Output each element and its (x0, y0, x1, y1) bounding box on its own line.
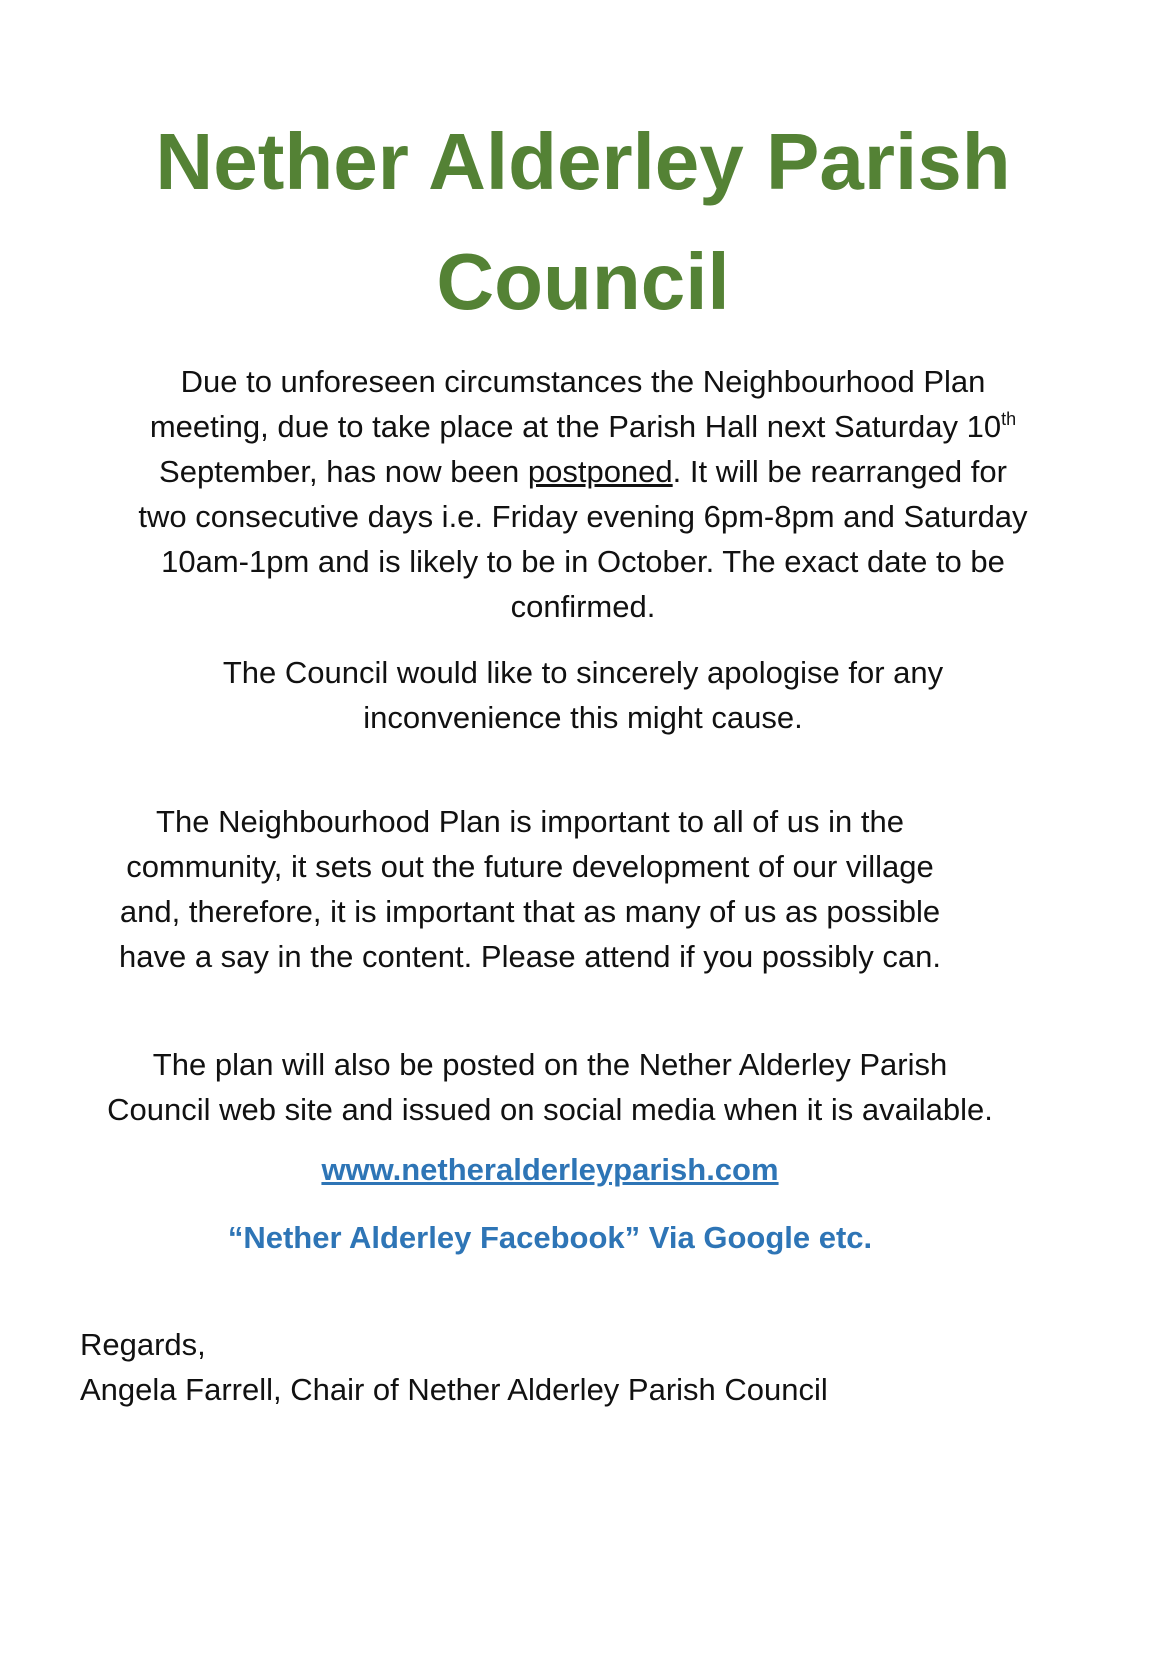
para1-line-3 (0, 452, 1166, 492)
para2-line-1: The Council would like to sincerely apologise for any (222, 655, 944, 690)
facebook-reference: “Nether Alderley Facebook” Via Google etc. (227, 1220, 873, 1255)
para4-line-1: The plan will also be posted on the Nether Alderley Parish (152, 1047, 948, 1082)
para1-line-3-after: . It will be rearranged for (672, 454, 1007, 489)
para3-line-4: have a say in the content. Please attend if you possibly can. (118, 939, 941, 974)
regards-text: Regards, (80, 1327, 206, 1362)
para1-line-2-text: meeting, due to take place at the Parish Hall next Saturday 10 (149, 409, 1002, 444)
para1-line-5: 10am-1pm and is likely to be in October. The exact date to be (161, 544, 1005, 579)
para1-line-4: two consecutive days i.e. Friday evening 6pm-8pm and Saturday (138, 499, 1028, 534)
postponed-emphasis: postponed (527, 454, 673, 489)
para3-line-2: community, it sets out the future development of our village (126, 849, 934, 884)
para1-line-3-before: September, has now been (159, 454, 528, 489)
website-link[interactable]: www.netheralderleyparish.com (321, 1152, 779, 1187)
para1-line-6: confirmed. (510, 589, 656, 624)
para1-line-1: Due to unforeseen circumstances the Neighbourhood Plan (180, 364, 986, 399)
title-line-1: Nether Alderley Parish (155, 117, 1011, 206)
website-link-line (0, 1150, 1100, 1190)
signature-text: Angela Farrell, Chair of Nether Alderley Parish Council (80, 1372, 828, 1407)
para3-line-3: and, therefore, it is important that as many of us as possible (119, 894, 941, 929)
para4-line-2: Council web site and issued on social media when it is available. (107, 1092, 993, 1127)
ordinal-suffix: th (1001, 409, 1017, 429)
para1-line-2 (0, 407, 1166, 447)
para3-line-1: The Neighbourhood Plan is important to all of us in the (156, 804, 904, 839)
para2-line-2: inconvenience this might cause. (363, 700, 803, 735)
title-line-2: Council (436, 237, 730, 326)
